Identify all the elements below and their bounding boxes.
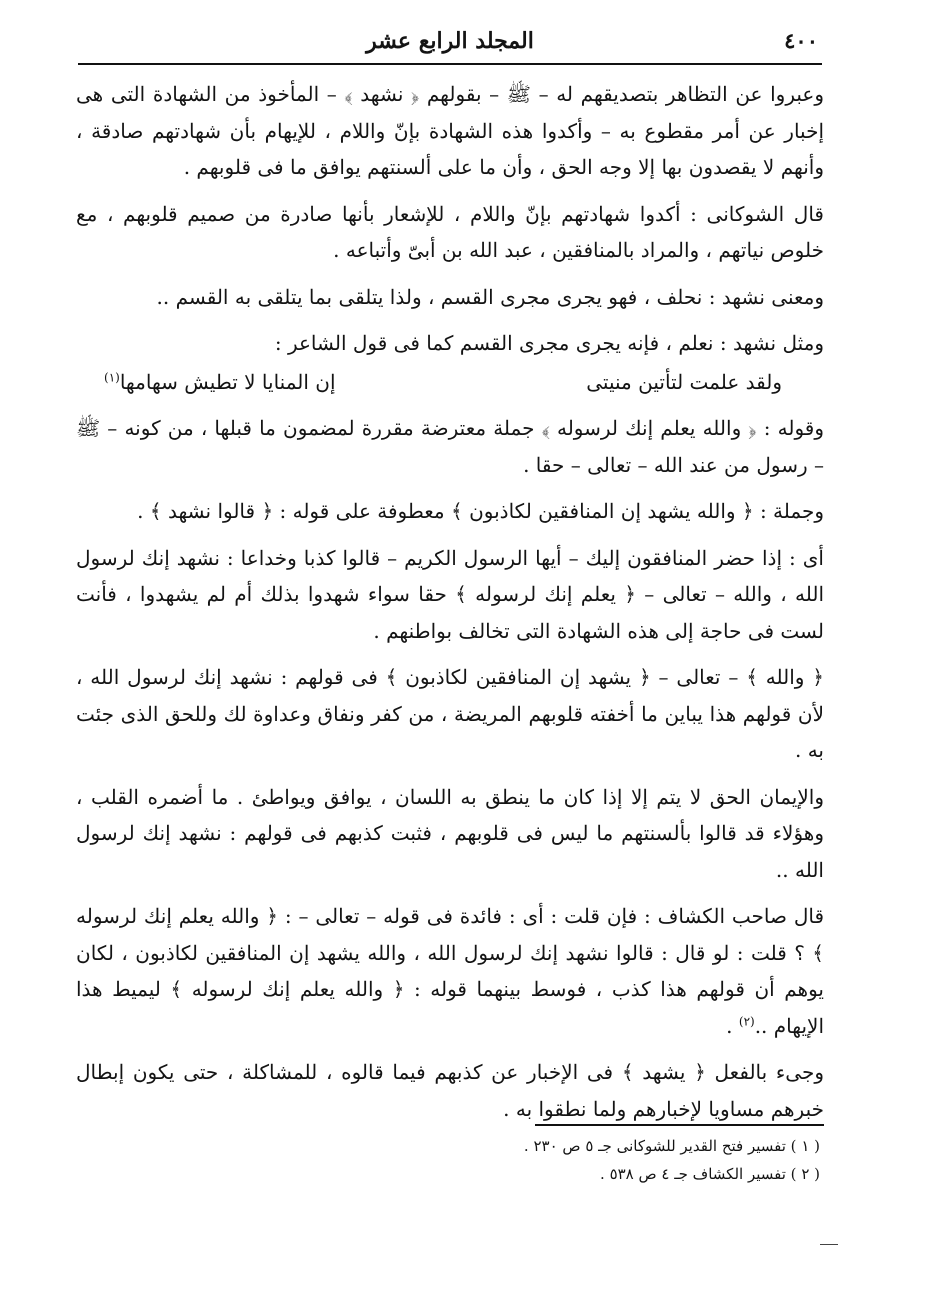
paragraph: وقوله : ﴿ والله يعلم إنك لرسوله ﴾ جملة معترضة مقررة لمضمون ما قبلها ، من كونه – ﷺ – رسول من عند الله – تعالى – حقا . (76, 416, 824, 477)
paragraph-kashshaf (76, 898, 824, 1044)
footnote-rule (535, 1124, 824, 1126)
paragraph: وجملة : ﴿ والله يشهد إن المنافقين لكاذبون ﴾ معطوفة على قوله : ﴿ قالوا نشهد ﴾ . (137, 499, 824, 523)
paragraph: والإيمان الحق لا يتم إلا إذا كان ما ينطق به اللسان ، يوافق ويواطئ . ما أضمره القلب ، وهؤلاء قد قالوا بألسنتهم ما ليس فى قلوبهم ، فثبت كذبهم فى قولهم : نشهد إنك لرسول الله .. (76, 784, 824, 882)
page-header (76, 26, 824, 62)
margin-mark (820, 1244, 838, 1245)
verse-second-hemistich-text: إن المنايا لا تطيش سهامها (119, 369, 336, 394)
header-rule (78, 63, 822, 65)
poetry-verse (76, 364, 824, 401)
paragraph: ومعنى نشهد : نحلف ، فهو يجرى مجرى القسم ، ولذا يتلقى بما يتلقى به القسم .. (156, 284, 824, 309)
paragraph: ﴿ والله ﴾ – تعالى – ﴿ يشهد إن المنافقين لكاذبون ﴾ فى قولهم : نشهد إنك لرسول الله ، لأن قولهم هذا يباين ما أخفته قلوبهم المريضة ، من كفر ونفاق وعداوة لك وللحق الذى جئت به . (76, 665, 824, 762)
verse-second-hemistich (104, 364, 336, 401)
paragraph: وعبروا عن التظاهر بتصديقهم له – ﷺ – بقولهم ﴿ نشهد ﴾ – المأخوذ من الشهادة التى هى إخبار عن أمر مقطوع به – وأكدوا هذه الشهادة بإنّ واللام ، للإيهام بأن شهادتهم صادقة ، وأنهم لا يقصدون بها إلا وجه الحق ، وأن ما على ألسنتهم يوافق ما فى قلوبهم . (76, 82, 824, 179)
paragraph-kashshaf-text: قال صاحب الكشاف : فإن قلت : أى : فائدة فى قوله – تعالى – : ﴿ والله يعلم إنك لرسوله ﴾ ؟ قلت : لو قال : قالوا نشهد إنك لرسول الله ، والله يشهد إن المنافقين لكاذبون ، لكان يوهم أن قولهم هذا كذب ، فوسط بينهما قوله : ﴿ والله يعلم إنك لرسوله ﴾ ليميط هذا الإيهام .. (76, 904, 824, 1038)
paragraph: وجىء بالفعل ﴿ يشهد ﴾ فى الإخبار عن كذبهم فيما قالوه ، للمشاكلة ، حتى يكون إبطال خبرهم مساويا لإخبارهم ولما نطقوا به . (76, 1060, 824, 1121)
footnotes (76, 1132, 820, 1188)
paragraph: أى : إذا حضر المنافقون إليك – أيها الرسول الكريم – قالوا كذبا وخداعا : نشهد إنك لرسول الله ، والله – تعالى – ﴿ يعلم إنك لرسوله ﴾ حقا سواء شهدوا بذلك أم لم يشهدوا ، فأنت لست فى حاجة إلى هذه الشهادة التى تخالف بواطنهم . (76, 545, 824, 643)
paragraph: قال الشوكانى : أكدوا شهادتهم بإنّ واللام ، للإشعار بأنها صادرة من صميم قلوبهم ، مع خلوص نياتهم ، والمراد بالمنافقين ، عبد الله بن أبىّ وأتباعه . (76, 201, 824, 262)
paragraph: ومثل نشهد : نعلم ، فإنه يجرى مجرى القسم كما فى قول الشاعر : (274, 331, 824, 355)
verse-first-hemistich: ولقد علمت لتأتين منيتى (586, 369, 782, 394)
footnote-item: ( ١ ) تفسير فتح القدير للشوكانى جـ ٥ ص ٢٣٠ . (523, 1137, 820, 1155)
footnote-marker: (١) (104, 369, 120, 384)
paragraph-kashshaf-tail: . (726, 1013, 739, 1038)
page-number: ٤٠٠ (784, 28, 818, 53)
footnote-item: ( ٢ ) تفسير الكشاف جـ ٤ ص ٥٣٨ . (600, 1165, 820, 1183)
running-head: المجلد الرابع عشر (366, 28, 534, 54)
body-text (76, 76, 824, 1137)
footnote-marker: (٢) (738, 1013, 755, 1028)
